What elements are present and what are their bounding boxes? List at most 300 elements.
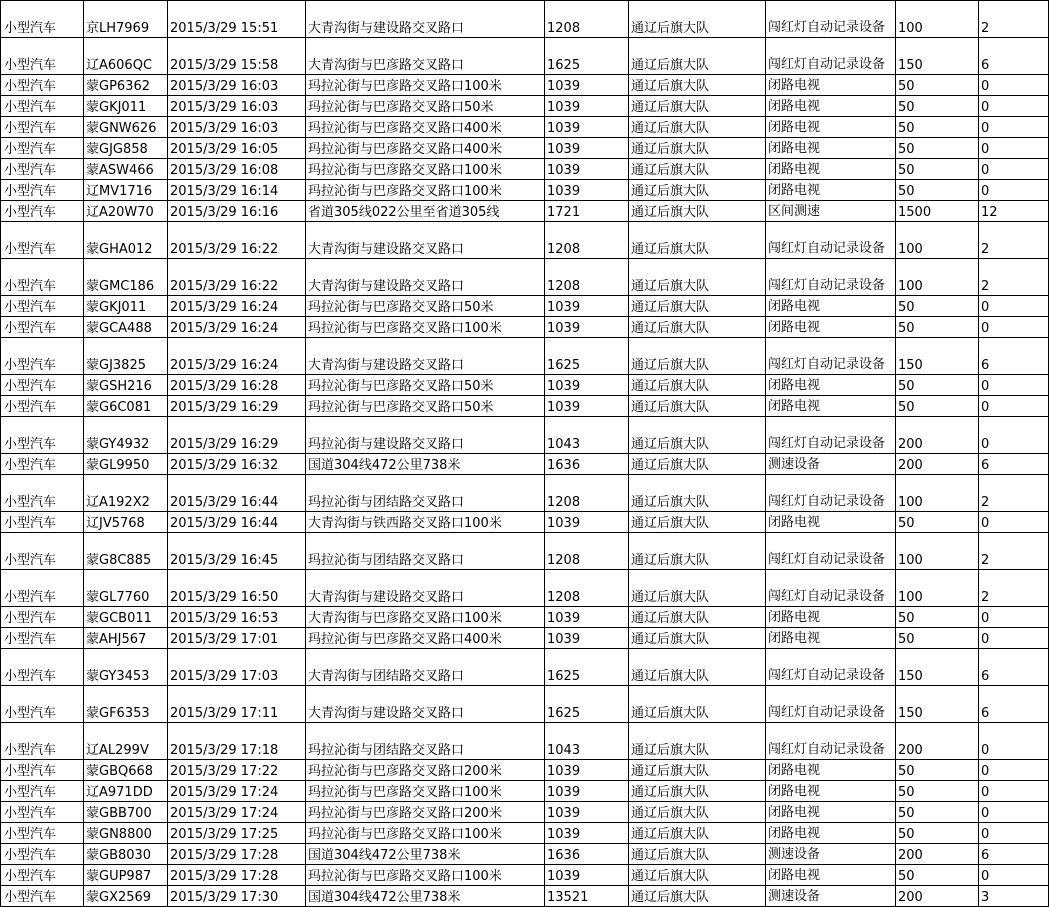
violation-code-cell: 1039 xyxy=(545,296,629,317)
datetime-cell: 2015/3/29 17:30 xyxy=(168,886,306,907)
violation-code-cell: 1208 xyxy=(545,1,629,38)
device-cell: 测速设备 xyxy=(766,844,896,865)
table-row xyxy=(1,38,1049,75)
points-cell: 0 xyxy=(979,512,1049,533)
violation-code-cell: 1039 xyxy=(545,117,629,138)
vehicle-type-cell: 小型汽车 xyxy=(1,296,84,317)
table-row xyxy=(1,865,1049,886)
plate-number-cell: 蒙GX2569 xyxy=(84,886,168,907)
plate-number-cell: 蒙GBB700 xyxy=(84,802,168,823)
fine-cell: 200 xyxy=(896,844,979,865)
location-cell: 大青沟街与建设路交叉路口 xyxy=(306,1,545,38)
points-cell: 6 xyxy=(979,649,1049,686)
device-cell: 闭路电视 xyxy=(766,138,896,159)
points-cell: 2 xyxy=(979,222,1049,259)
device-cell: 闯红灯自动记录设备 xyxy=(766,38,896,75)
location-cell: 玛拉沁街与巴彦路交叉路口100米 xyxy=(306,75,545,96)
location-cell: 玛拉沁街与巴彦路交叉路口400米 xyxy=(306,628,545,649)
location-cell: 国道304线472公里738米 xyxy=(306,844,545,865)
location-cell: 玛拉沁街与巴彦路交叉路口100米 xyxy=(306,781,545,802)
points-cell: 0 xyxy=(979,628,1049,649)
points-cell: 3 xyxy=(979,886,1049,907)
points-cell: 0 xyxy=(979,396,1049,417)
datetime-cell: 2015/3/29 17:28 xyxy=(168,865,306,886)
datetime-cell: 2015/3/29 17:28 xyxy=(168,844,306,865)
vehicle-type-cell: 小型汽车 xyxy=(1,823,84,844)
datetime-cell: 2015/3/29 17:22 xyxy=(168,760,306,781)
plate-number-cell: 蒙GY4932 xyxy=(84,417,168,454)
location-cell: 大青沟街与巴彦路交叉路口100米 xyxy=(306,607,545,628)
device-cell: 闯红灯自动记录设备 xyxy=(766,649,896,686)
table-row xyxy=(1,317,1049,338)
fine-cell: 50 xyxy=(896,760,979,781)
location-cell: 玛拉沁街与巴彦路交叉路口50米 xyxy=(306,375,545,396)
vehicle-type-cell: 小型汽车 xyxy=(1,417,84,454)
datetime-cell: 2015/3/29 16:28 xyxy=(168,375,306,396)
points-cell: 0 xyxy=(979,760,1049,781)
vehicle-type-cell: 小型汽车 xyxy=(1,781,84,802)
table-row xyxy=(1,1,1049,38)
datetime-cell: 2015/3/29 16:08 xyxy=(168,159,306,180)
points-cell: 6 xyxy=(979,338,1049,375)
violation-code-cell: 1039 xyxy=(545,375,629,396)
points-cell: 2 xyxy=(979,1,1049,38)
department-cell: 通辽后旗大队 xyxy=(629,138,766,159)
vehicle-type-cell: 小型汽车 xyxy=(1,454,84,475)
fine-cell: 50 xyxy=(896,317,979,338)
table-row xyxy=(1,75,1049,96)
datetime-cell: 2015/3/29 15:58 xyxy=(168,38,306,75)
device-cell: 闭路电视 xyxy=(766,159,896,180)
table-row xyxy=(1,781,1049,802)
fine-cell: 150 xyxy=(896,338,979,375)
fine-cell: 50 xyxy=(896,781,979,802)
device-cell: 闭路电视 xyxy=(766,296,896,317)
table-row xyxy=(1,375,1049,396)
plate-number-cell: 蒙GB8030 xyxy=(84,844,168,865)
fine-cell: 100 xyxy=(896,533,979,570)
table-row xyxy=(1,607,1049,628)
violation-code-cell: 1039 xyxy=(545,317,629,338)
table-row xyxy=(1,686,1049,723)
fine-cell: 150 xyxy=(896,686,979,723)
location-cell: 玛拉沁街与团结路交叉路口 xyxy=(306,475,545,512)
location-cell: 玛拉沁街与巴彦路交叉路口50米 xyxy=(306,296,545,317)
fine-cell: 50 xyxy=(896,180,979,201)
points-cell: 6 xyxy=(979,38,1049,75)
department-cell: 通辽后旗大队 xyxy=(629,823,766,844)
device-cell: 闭路电视 xyxy=(766,823,896,844)
violation-code-cell: 1208 xyxy=(545,259,629,296)
plate-number-cell: 蒙GNW626 xyxy=(84,117,168,138)
location-cell: 玛拉沁街与巴彦路交叉路口200米 xyxy=(306,760,545,781)
device-cell: 闯红灯自动记录设备 xyxy=(766,222,896,259)
fine-cell: 100 xyxy=(896,1,979,38)
department-cell: 通辽后旗大队 xyxy=(629,201,766,222)
vehicle-type-cell: 小型汽车 xyxy=(1,180,84,201)
datetime-cell: 2015/3/29 16:24 xyxy=(168,296,306,317)
fine-cell: 50 xyxy=(896,512,979,533)
department-cell: 通辽后旗大队 xyxy=(629,159,766,180)
plate-number-cell: 辽A606QC xyxy=(84,38,168,75)
vehicle-type-cell: 小型汽车 xyxy=(1,259,84,296)
vehicle-type-cell: 小型汽车 xyxy=(1,844,84,865)
violation-code-cell: 1208 xyxy=(545,475,629,512)
table-row xyxy=(1,138,1049,159)
department-cell: 通辽后旗大队 xyxy=(629,760,766,781)
department-cell: 通辽后旗大队 xyxy=(629,865,766,886)
datetime-cell: 2015/3/29 16:05 xyxy=(168,138,306,159)
vehicle-type-cell: 小型汽车 xyxy=(1,802,84,823)
table-row xyxy=(1,338,1049,375)
department-cell: 通辽后旗大队 xyxy=(629,628,766,649)
datetime-cell: 2015/3/29 16:24 xyxy=(168,338,306,375)
violation-code-cell: 1039 xyxy=(545,802,629,823)
vehicle-type-cell: 小型汽车 xyxy=(1,96,84,117)
fine-cell: 150 xyxy=(896,649,979,686)
department-cell: 通辽后旗大队 xyxy=(629,222,766,259)
datetime-cell: 2015/3/29 17:01 xyxy=(168,628,306,649)
device-cell: 闯红灯自动记录设备 xyxy=(766,570,896,607)
datetime-cell: 2015/3/29 16:24 xyxy=(168,317,306,338)
device-cell: 闭路电视 xyxy=(766,75,896,96)
vehicle-type-cell: 小型汽车 xyxy=(1,159,84,180)
fine-cell: 50 xyxy=(896,75,979,96)
vehicle-type-cell: 小型汽车 xyxy=(1,201,84,222)
vehicle-type-cell: 小型汽车 xyxy=(1,570,84,607)
device-cell: 闯红灯自动记录设备 xyxy=(766,475,896,512)
violation-code-cell: 1039 xyxy=(545,628,629,649)
vehicle-type-cell: 小型汽车 xyxy=(1,512,84,533)
device-cell: 测速设备 xyxy=(766,454,896,475)
violation-code-cell: 1208 xyxy=(545,222,629,259)
vehicle-type-cell: 小型汽车 xyxy=(1,865,84,886)
device-cell: 闯红灯自动记录设备 xyxy=(766,723,896,760)
department-cell: 通辽后旗大队 xyxy=(629,607,766,628)
violation-code-cell: 1625 xyxy=(545,338,629,375)
location-cell: 大青沟街与建设路交叉路口 xyxy=(306,259,545,296)
violation-code-cell: 1039 xyxy=(545,760,629,781)
device-cell: 闯红灯自动记录设备 xyxy=(766,338,896,375)
vehicle-type-cell: 小型汽车 xyxy=(1,138,84,159)
plate-number-cell: 蒙G6C081 xyxy=(84,396,168,417)
plate-number-cell: 蒙GMC186 xyxy=(84,259,168,296)
location-cell: 玛拉沁街与建设路交叉路口 xyxy=(306,417,545,454)
table-row xyxy=(1,823,1049,844)
fine-cell: 100 xyxy=(896,475,979,512)
points-cell: 0 xyxy=(979,781,1049,802)
points-cell: 0 xyxy=(979,607,1049,628)
fine-cell: 50 xyxy=(896,628,979,649)
violation-code-cell: 1636 xyxy=(545,844,629,865)
plate-number-cell: 蒙GCA488 xyxy=(84,317,168,338)
points-cell: 2 xyxy=(979,533,1049,570)
department-cell: 通辽后旗大队 xyxy=(629,296,766,317)
location-cell: 玛拉沁街与巴彦路交叉路口400米 xyxy=(306,117,545,138)
violation-code-cell: 1039 xyxy=(545,865,629,886)
points-cell: 0 xyxy=(979,317,1049,338)
plate-number-cell: 辽JV5768 xyxy=(84,512,168,533)
department-cell: 通辽后旗大队 xyxy=(629,512,766,533)
points-cell: 12 xyxy=(979,201,1049,222)
plate-number-cell: 蒙GJG858 xyxy=(84,138,168,159)
device-cell: 闭路电视 xyxy=(766,96,896,117)
fine-cell: 50 xyxy=(896,138,979,159)
plate-number-cell: 蒙GL9950 xyxy=(84,454,168,475)
location-cell: 大青沟街与铁西路交叉路口100米 xyxy=(306,512,545,533)
department-cell: 通辽后旗大队 xyxy=(629,723,766,760)
device-cell: 闯红灯自动记录设备 xyxy=(766,417,896,454)
location-cell: 国道304线472公里738米 xyxy=(306,454,545,475)
datetime-cell: 2015/3/29 17:18 xyxy=(168,723,306,760)
points-cell: 6 xyxy=(979,844,1049,865)
violation-code-cell: 1039 xyxy=(545,512,629,533)
device-cell: 闯红灯自动记录设备 xyxy=(766,686,896,723)
plate-number-cell: 蒙ASW466 xyxy=(84,159,168,180)
fine-cell: 50 xyxy=(896,96,979,117)
plate-number-cell: 京LH7969 xyxy=(84,1,168,38)
table-row xyxy=(1,475,1049,512)
device-cell: 闭路电视 xyxy=(766,396,896,417)
plate-number-cell: 蒙GKJ011 xyxy=(84,296,168,317)
device-cell: 闭路电视 xyxy=(766,512,896,533)
table-row xyxy=(1,570,1049,607)
device-cell: 闭路电视 xyxy=(766,628,896,649)
vehicle-type-cell: 小型汽车 xyxy=(1,1,84,38)
plate-number-cell: 蒙GP6362 xyxy=(84,75,168,96)
location-cell: 玛拉沁街与巴彦路交叉路口100米 xyxy=(306,865,545,886)
table-row xyxy=(1,649,1049,686)
location-cell: 国道304线472公里738米 xyxy=(306,886,545,907)
datetime-cell: 2015/3/29 17:24 xyxy=(168,781,306,802)
vehicle-type-cell: 小型汽车 xyxy=(1,317,84,338)
department-cell: 通辽后旗大队 xyxy=(629,396,766,417)
fine-cell: 1500 xyxy=(896,201,979,222)
datetime-cell: 2015/3/29 16:14 xyxy=(168,180,306,201)
device-cell: 闯红灯自动记录设备 xyxy=(766,259,896,296)
fine-cell: 200 xyxy=(896,886,979,907)
plate-number-cell: 辽A192X2 xyxy=(84,475,168,512)
plate-number-cell: 蒙GCB011 xyxy=(84,607,168,628)
table-row xyxy=(1,723,1049,760)
fine-cell: 50 xyxy=(896,375,979,396)
datetime-cell: 2015/3/29 16:32 xyxy=(168,454,306,475)
datetime-cell: 2015/3/29 16:03 xyxy=(168,75,306,96)
points-cell: 0 xyxy=(979,159,1049,180)
vehicle-type-cell: 小型汽车 xyxy=(1,222,84,259)
plate-number-cell: 蒙GF6353 xyxy=(84,686,168,723)
department-cell: 通辽后旗大队 xyxy=(629,686,766,723)
plate-number-cell: 蒙GN8800 xyxy=(84,823,168,844)
fine-cell: 200 xyxy=(896,417,979,454)
location-cell: 大青沟街与建设路交叉路口 xyxy=(306,570,545,607)
fine-cell: 100 xyxy=(896,570,979,607)
datetime-cell: 2015/3/29 16:29 xyxy=(168,417,306,454)
department-cell: 通辽后旗大队 xyxy=(629,96,766,117)
points-cell: 0 xyxy=(979,865,1049,886)
fine-cell: 50 xyxy=(896,396,979,417)
location-cell: 省道305线022公里至省道305线 xyxy=(306,201,545,222)
plate-number-cell: 蒙GSH216 xyxy=(84,375,168,396)
fine-cell: 100 xyxy=(896,259,979,296)
table-row xyxy=(1,802,1049,823)
violation-code-cell: 1625 xyxy=(545,686,629,723)
plate-number-cell: 蒙GBQ668 xyxy=(84,760,168,781)
device-cell: 闭路电视 xyxy=(766,865,896,886)
fine-cell: 50 xyxy=(896,607,979,628)
location-cell: 玛拉沁街与巴彦路交叉路口50米 xyxy=(306,96,545,117)
department-cell: 通辽后旗大队 xyxy=(629,259,766,296)
violation-code-cell: 1039 xyxy=(545,781,629,802)
device-cell: 闭路电视 xyxy=(766,117,896,138)
fine-cell: 50 xyxy=(896,117,979,138)
department-cell: 通辽后旗大队 xyxy=(629,802,766,823)
department-cell: 通辽后旗大队 xyxy=(629,649,766,686)
plate-number-cell: 蒙GKJ011 xyxy=(84,96,168,117)
location-cell: 大青沟街与团结路交叉路口 xyxy=(306,649,545,686)
table-row xyxy=(1,96,1049,117)
vehicle-type-cell: 小型汽车 xyxy=(1,38,84,75)
fine-cell: 50 xyxy=(896,802,979,823)
violation-code-cell: 1039 xyxy=(545,823,629,844)
device-cell: 闭路电视 xyxy=(766,180,896,201)
device-cell: 闭路电视 xyxy=(766,781,896,802)
device-cell: 闭路电视 xyxy=(766,760,896,781)
fine-cell: 50 xyxy=(896,159,979,180)
department-cell: 通辽后旗大队 xyxy=(629,886,766,907)
datetime-cell: 2015/3/29 16:16 xyxy=(168,201,306,222)
department-cell: 通辽后旗大队 xyxy=(629,454,766,475)
department-cell: 通辽后旗大队 xyxy=(629,338,766,375)
violation-code-cell: 1636 xyxy=(545,454,629,475)
plate-number-cell: 蒙G8C885 xyxy=(84,533,168,570)
points-cell: 0 xyxy=(979,75,1049,96)
plate-number-cell: 辽A20W70 xyxy=(84,201,168,222)
table-row xyxy=(1,296,1049,317)
department-cell: 通辽后旗大队 xyxy=(629,417,766,454)
table-row xyxy=(1,259,1049,296)
department-cell: 通辽后旗大队 xyxy=(629,317,766,338)
vehicle-type-cell: 小型汽车 xyxy=(1,338,84,375)
fine-cell: 150 xyxy=(896,38,979,75)
department-cell: 通辽后旗大队 xyxy=(629,1,766,38)
datetime-cell: 2015/3/29 16:44 xyxy=(168,512,306,533)
vehicle-type-cell: 小型汽车 xyxy=(1,649,84,686)
table-row xyxy=(1,396,1049,417)
points-cell: 0 xyxy=(979,417,1049,454)
points-cell: 0 xyxy=(979,117,1049,138)
table-row xyxy=(1,417,1049,454)
datetime-cell: 2015/3/29 15:51 xyxy=(168,1,306,38)
points-cell: 2 xyxy=(979,259,1049,296)
vehicle-type-cell: 小型汽车 xyxy=(1,886,84,907)
datetime-cell: 2015/3/29 16:50 xyxy=(168,570,306,607)
department-cell: 通辽后旗大队 xyxy=(629,533,766,570)
location-cell: 玛拉沁街与巴彦路交叉路口400米 xyxy=(306,138,545,159)
points-cell: 6 xyxy=(979,686,1049,723)
plate-number-cell: 蒙GL7760 xyxy=(84,570,168,607)
datetime-cell: 2015/3/29 17:11 xyxy=(168,686,306,723)
violation-code-cell: 1039 xyxy=(545,96,629,117)
location-cell: 玛拉沁街与巴彦路交叉路口100米 xyxy=(306,180,545,201)
plate-number-cell: 辽MV1716 xyxy=(84,180,168,201)
points-cell: 0 xyxy=(979,375,1049,396)
device-cell: 闯红灯自动记录设备 xyxy=(766,1,896,38)
violation-code-cell: 1208 xyxy=(545,570,629,607)
fine-cell: 200 xyxy=(896,723,979,760)
department-cell: 通辽后旗大队 xyxy=(629,375,766,396)
vehicle-type-cell: 小型汽车 xyxy=(1,628,84,649)
vehicle-type-cell: 小型汽车 xyxy=(1,686,84,723)
location-cell: 玛拉沁街与团结路交叉路口 xyxy=(306,533,545,570)
department-cell: 通辽后旗大队 xyxy=(629,180,766,201)
table-row xyxy=(1,628,1049,649)
fine-cell: 50 xyxy=(896,296,979,317)
vehicle-type-cell: 小型汽车 xyxy=(1,75,84,96)
violation-code-cell: 1039 xyxy=(545,607,629,628)
fine-cell: 50 xyxy=(896,865,979,886)
plate-number-cell: 蒙GUP987 xyxy=(84,865,168,886)
violation-code-cell: 13521 xyxy=(545,886,629,907)
location-cell: 玛拉沁街与巴彦路交叉路口100米 xyxy=(306,823,545,844)
device-cell: 闭路电视 xyxy=(766,375,896,396)
table-row xyxy=(1,454,1049,475)
points-cell: 0 xyxy=(979,823,1049,844)
table-row xyxy=(1,512,1049,533)
plate-number-cell: 辽A971DD xyxy=(84,781,168,802)
location-cell: 大青沟街与建设路交叉路口 xyxy=(306,222,545,259)
datetime-cell: 2015/3/29 16:22 xyxy=(168,259,306,296)
plate-number-cell: 辽AL299V xyxy=(84,723,168,760)
datetime-cell: 2015/3/29 16:22 xyxy=(168,222,306,259)
department-cell: 通辽后旗大队 xyxy=(629,75,766,96)
vehicle-type-cell: 小型汽车 xyxy=(1,375,84,396)
datetime-cell: 2015/3/29 17:03 xyxy=(168,649,306,686)
datetime-cell: 2015/3/29 17:25 xyxy=(168,823,306,844)
fine-cell: 100 xyxy=(896,222,979,259)
datetime-cell: 2015/3/29 16:29 xyxy=(168,396,306,417)
datetime-cell: 2015/3/29 16:44 xyxy=(168,475,306,512)
vehicle-type-cell: 小型汽车 xyxy=(1,607,84,628)
location-cell: 玛拉沁街与巴彦路交叉路口100米 xyxy=(306,317,545,338)
table-row xyxy=(1,760,1049,781)
table-row xyxy=(1,222,1049,259)
device-cell: 闯红灯自动记录设备 xyxy=(766,533,896,570)
datetime-cell: 2015/3/29 16:03 xyxy=(168,117,306,138)
points-cell: 0 xyxy=(979,180,1049,201)
points-cell: 0 xyxy=(979,96,1049,117)
violation-code-cell: 1208 xyxy=(545,533,629,570)
device-cell: 区间测速 xyxy=(766,201,896,222)
location-cell: 玛拉沁街与巴彦路交叉路口100米 xyxy=(306,159,545,180)
violation-code-cell: 1039 xyxy=(545,159,629,180)
fine-cell: 50 xyxy=(896,823,979,844)
plate-number-cell: 蒙AHJ567 xyxy=(84,628,168,649)
datetime-cell: 2015/3/29 16:53 xyxy=(168,607,306,628)
table-row xyxy=(1,533,1049,570)
location-cell: 大青沟街与建设路交叉路口 xyxy=(306,338,545,375)
vehicle-type-cell: 小型汽车 xyxy=(1,475,84,512)
department-cell: 通辽后旗大队 xyxy=(629,475,766,512)
violation-code-cell: 1625 xyxy=(545,38,629,75)
vehicle-type-cell: 小型汽车 xyxy=(1,117,84,138)
department-cell: 通辽后旗大队 xyxy=(629,844,766,865)
plate-number-cell: 蒙GY3453 xyxy=(84,649,168,686)
violation-code-cell: 1039 xyxy=(545,75,629,96)
location-cell: 玛拉沁街与巴彦路交叉路口50米 xyxy=(306,396,545,417)
violation-code-cell: 1039 xyxy=(545,138,629,159)
table-row xyxy=(1,159,1049,180)
